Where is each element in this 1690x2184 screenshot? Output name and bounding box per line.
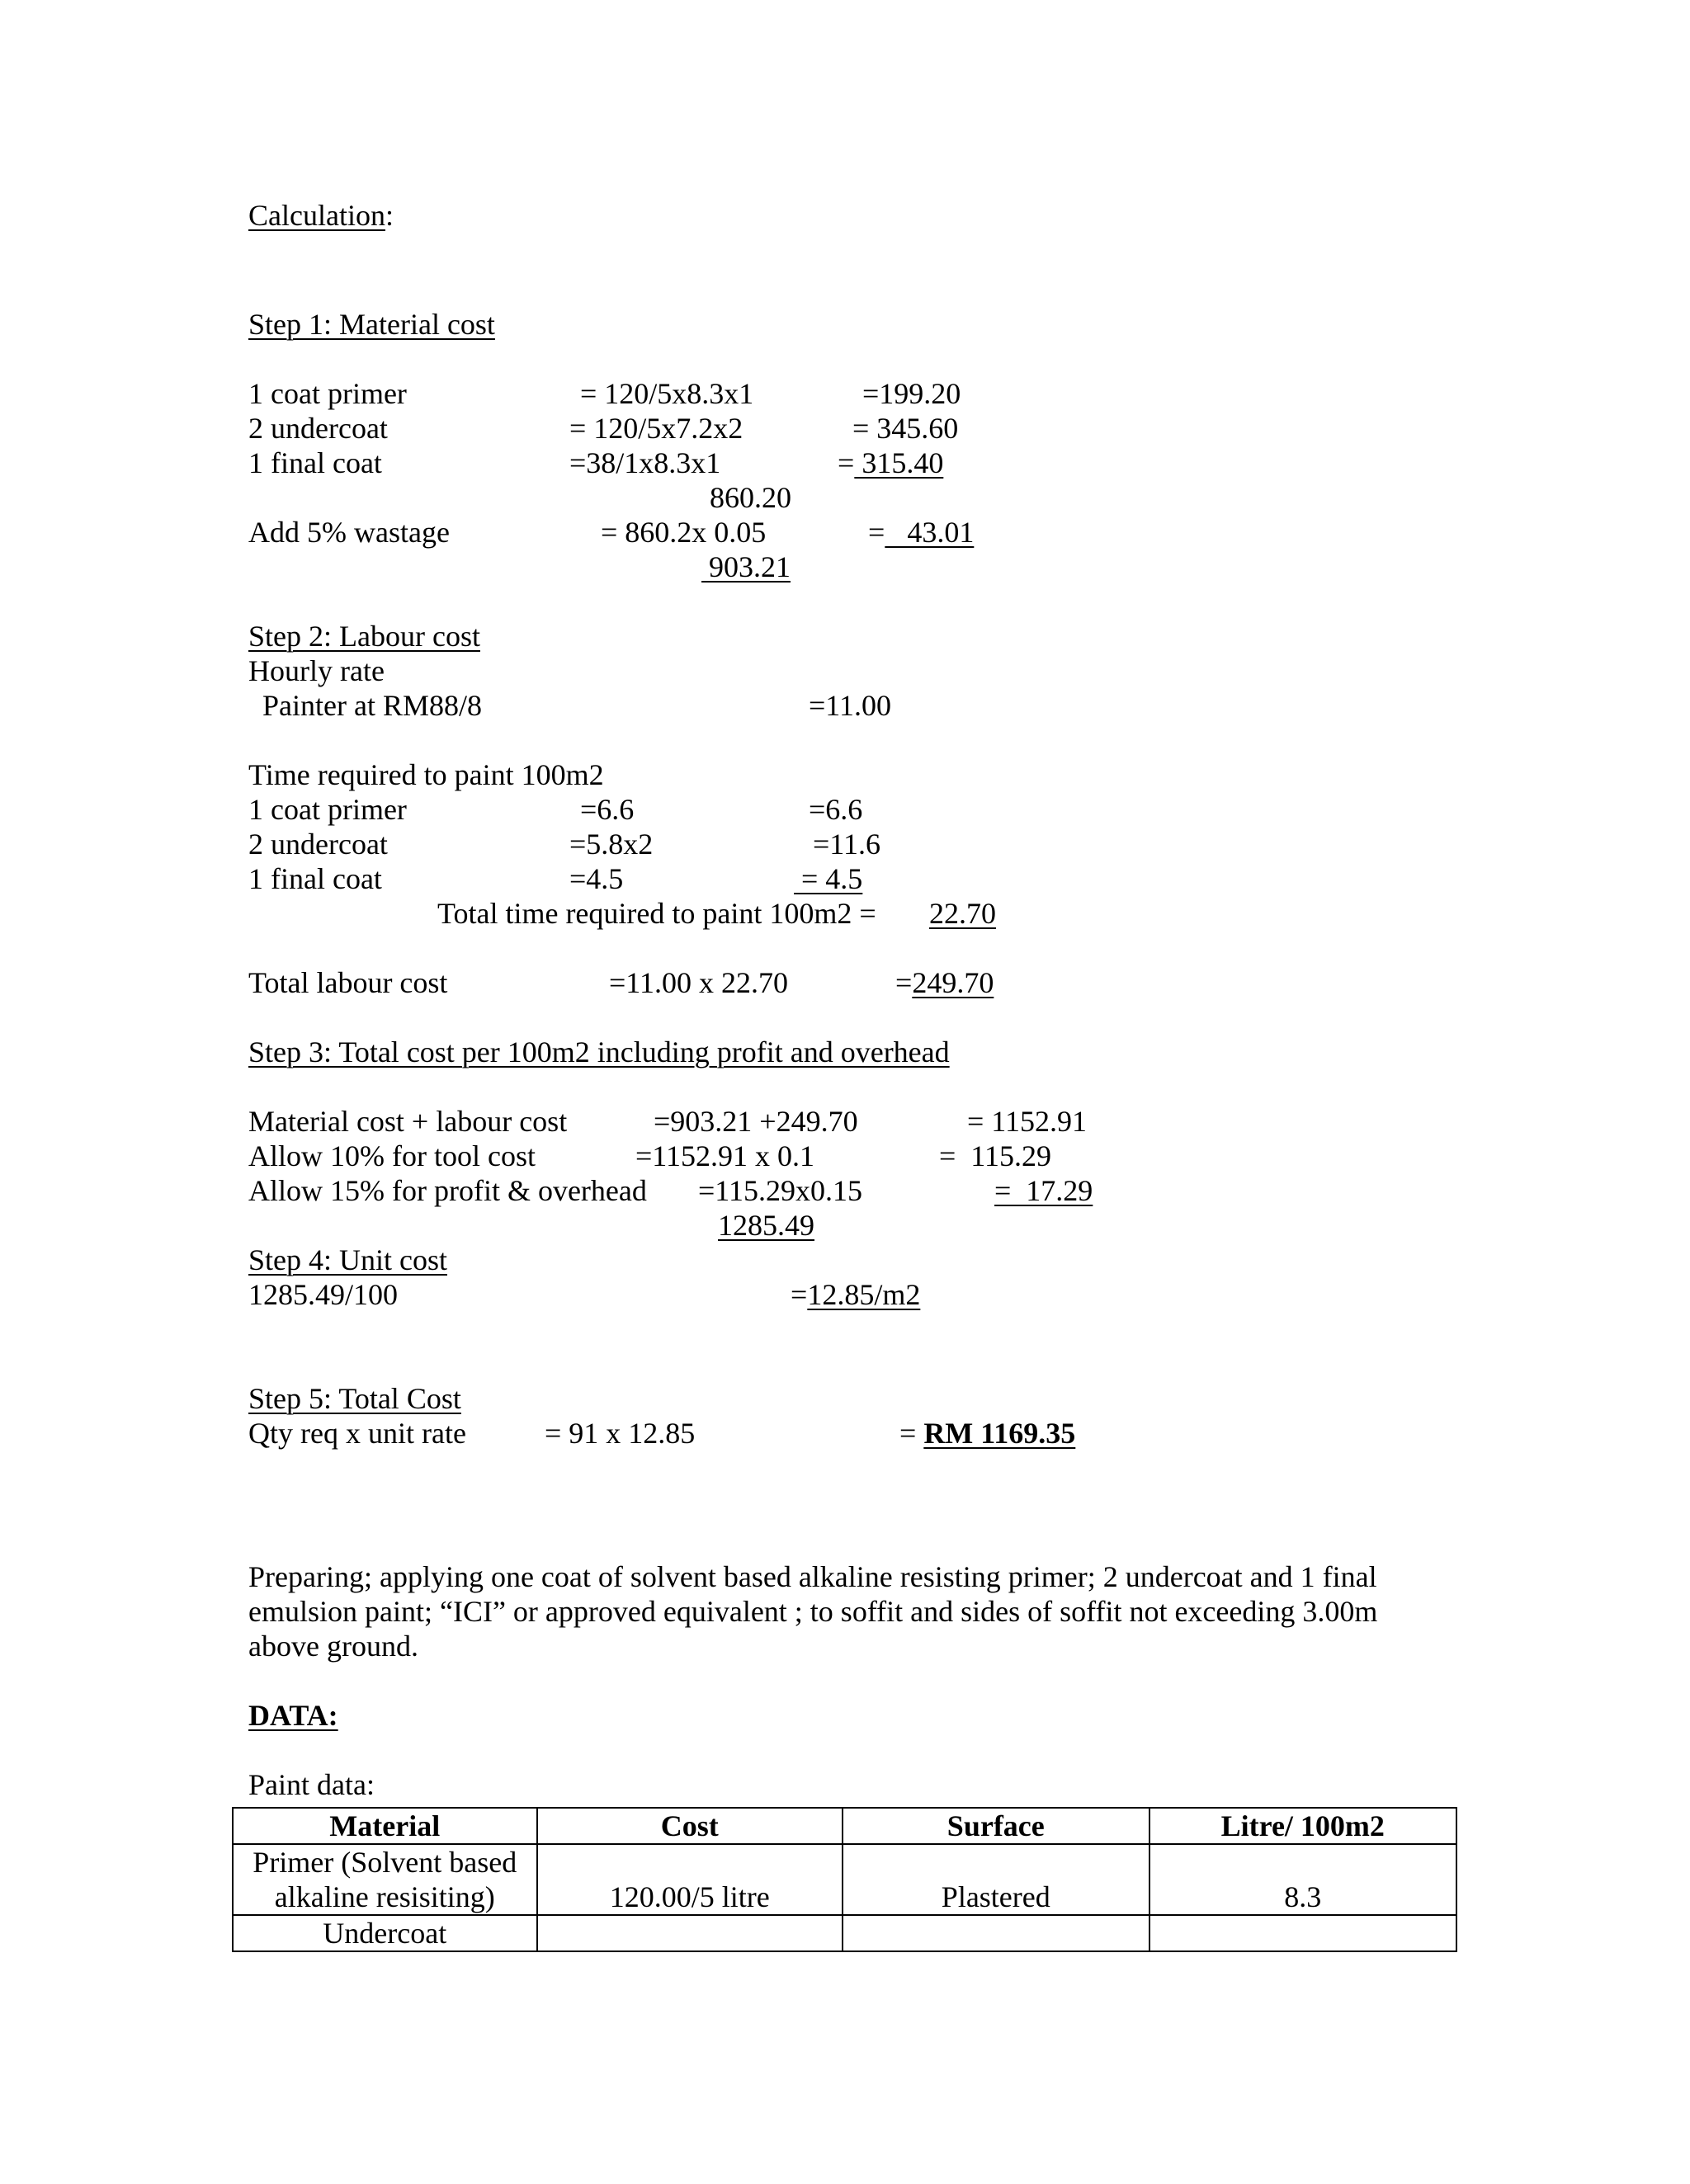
step3-row-label: Allow 15% for profit & overhead <box>248 1174 647 1207</box>
labour-prefix: = <box>895 966 913 999</box>
heading-text: Calculation <box>248 199 385 232</box>
unit-cost-value: 12.85/m2 <box>807 1278 921 1311</box>
time-row-result: = 4.5 <box>794 862 863 895</box>
cell-litre <box>1149 1915 1456 1951</box>
labour-value: 249.70 <box>912 966 994 999</box>
step3-title: Step 3: Total cost per 100m2 including profit and overhead <box>248 1035 950 1068</box>
paint-data-label: Paint data: <box>248 1768 375 1801</box>
time-row-label: 1 final coat <box>248 862 382 895</box>
total-time-label: Total time required to paint 100m2 = <box>437 897 876 930</box>
table-header-row <box>233 1808 1456 1844</box>
wastage-value: 43.01 <box>885 516 975 549</box>
time-heading: Time required to paint 100m2 <box>248 758 604 791</box>
cell-material: Undercoat <box>233 1915 537 1951</box>
step5-title: Step 5: Total Cost <box>248 1382 461 1415</box>
painter-rate: =11.00 <box>809 689 891 722</box>
labour-result <box>895 965 994 1000</box>
step1-subtotal: 860.20 <box>710 481 791 514</box>
page-title <box>248 198 394 233</box>
step4-formula: 1285.49/100 <box>248 1278 399 1311</box>
time-row-label: 2 undercoat <box>248 828 388 861</box>
step1-result-prefix: = <box>838 446 855 479</box>
data-heading: DATA: <box>248 1699 338 1732</box>
step1-row-result <box>838 446 943 480</box>
header-litre: Litre/ 100m2 <box>1149 1808 1456 1844</box>
total-cost-result <box>899 1416 1075 1450</box>
step3-row-formula: =1152.91 x 0.1 <box>635 1139 814 1172</box>
step3-row-label: Allow 10% for tool cost <box>248 1139 536 1172</box>
paint-data-table <box>232 1807 1457 1952</box>
total-cost-value: RM 1169.35 <box>923 1417 1076 1450</box>
step1-row-result: = 345.60 <box>852 412 959 445</box>
step2-title: Step 2: Labour cost <box>248 620 480 653</box>
step3-total: 1285.49 <box>718 1209 814 1242</box>
hourly-rate-label: Hourly rate <box>248 654 385 687</box>
step4-title: Step 4: Unit cost <box>248 1243 447 1276</box>
time-row-formula: =4.5 <box>569 862 624 895</box>
header-material: Material <box>233 1808 537 1844</box>
wastage-formula: = 860.2x 0.05 <box>601 516 767 549</box>
step1-total: 903.21 <box>701 550 791 583</box>
cell-surface: Plastered <box>843 1844 1149 1915</box>
step1-row-formula: = 120/5x7.2x2 <box>569 412 744 445</box>
step5-label: Qty req x unit rate <box>248 1417 466 1450</box>
step4-prefix: = <box>791 1278 808 1311</box>
total-time-value: 22.70 <box>929 897 996 930</box>
step3-row-formula: =903.21 +249.70 <box>654 1105 858 1138</box>
step1-row-formula: = 120/5x8.3x1 <box>580 377 754 410</box>
time-row-result: =6.6 <box>809 793 863 826</box>
step5-formula: = 91 x 12.85 <box>545 1417 696 1450</box>
cell-material: Primer (Solvent based alkaline resisiting) <box>233 1844 537 1915</box>
step1-title: Step 1: Material cost <box>248 308 495 341</box>
cell-litre: 8.3 <box>1149 1844 1456 1915</box>
step1-row-label: 1 final coat <box>248 446 382 479</box>
wastage-result <box>868 515 974 550</box>
time-row-result: =11.6 <box>813 828 880 861</box>
cell-cost <box>537 1915 843 1951</box>
step3-row-result: = 115.29 <box>939 1139 1051 1172</box>
labour-formula: =11.00 x 22.70 <box>609 966 788 999</box>
time-row-formula: =6.6 <box>580 793 635 826</box>
heading-colon: : <box>385 199 394 232</box>
header-cost: Cost <box>537 1808 843 1844</box>
painter-label: Painter at RM88/8 <box>262 689 482 722</box>
step5-prefix: = <box>899 1417 924 1450</box>
step1-row-label: 1 coat primer <box>248 377 407 410</box>
step3-row-result: = 1152.91 <box>967 1105 1087 1138</box>
labour-label: Total labour cost <box>248 966 448 999</box>
time-row-formula: =5.8x2 <box>569 828 654 861</box>
step3-row-result: = 17.29 <box>994 1174 1093 1207</box>
step1-row-formula: =38/1x8.3x1 <box>569 446 721 479</box>
step4-result <box>791 1277 920 1312</box>
cell-cost: 120.00/5 litre <box>537 1844 843 1915</box>
cell-surface <box>843 1915 1149 1951</box>
table-row <box>233 1844 1456 1915</box>
step3-row-formula: =115.29x0.15 <box>698 1174 862 1207</box>
header-surface: Surface <box>843 1808 1149 1844</box>
table-row <box>233 1915 1456 1951</box>
wastage-prefix: = <box>868 516 885 549</box>
description-paragraph: Preparing; applying one coat of solvent based alkaline resisting primer; 2 undercoat and 1 final emulsion paint; “ICI” or approved equivalent ; to soffit and sides of soffit not exceeding 3.00m above ground. <box>248 1560 1378 1663</box>
wastage-label: Add 5% wastage <box>248 516 450 549</box>
time-row-label: 1 coat primer <box>248 793 407 826</box>
step1-row-label: 2 undercoat <box>248 412 388 445</box>
step3-row-label: Material cost + labour cost <box>248 1105 568 1138</box>
step1-result-value: 315.40 <box>854 446 944 479</box>
step1-row-result: =199.20 <box>862 377 961 410</box>
